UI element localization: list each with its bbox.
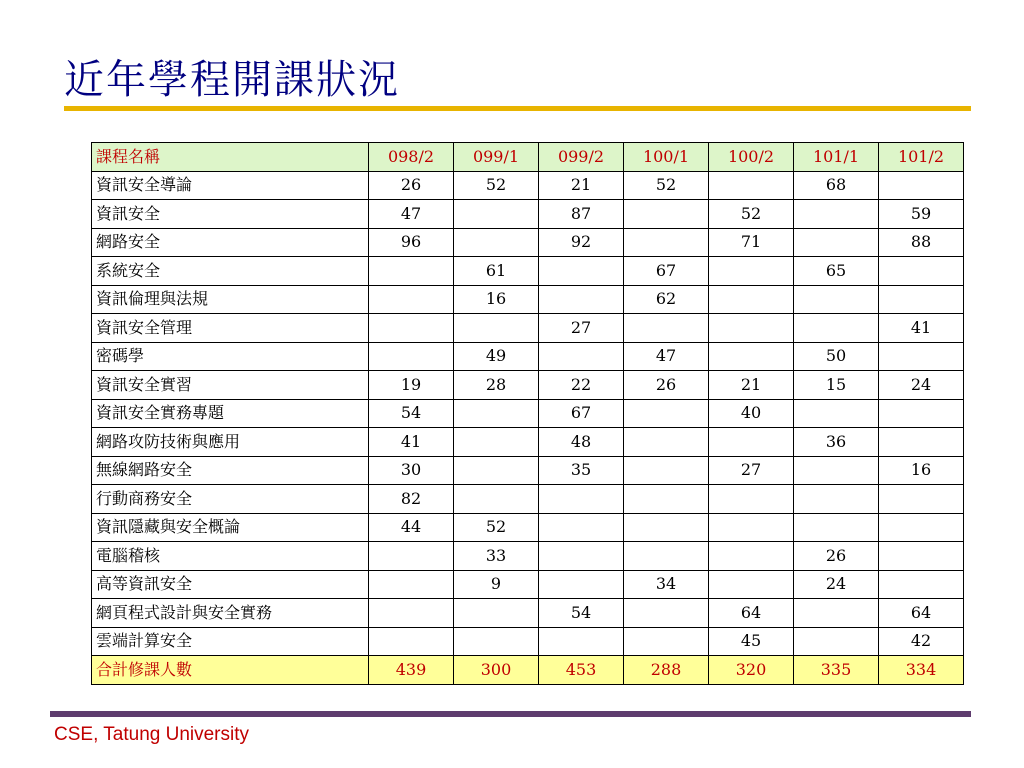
- course-label: 密碼學: [92, 342, 369, 371]
- course-label: 資訊安全管理: [92, 314, 369, 343]
- course-value: [539, 542, 624, 571]
- course-label: 電腦稽核: [92, 542, 369, 571]
- course-value: 92: [539, 228, 624, 257]
- column-header-term: 101/1: [794, 143, 879, 172]
- course-value: [794, 485, 879, 514]
- course-value: 54: [539, 599, 624, 628]
- course-value: [454, 228, 539, 257]
- course-value: [454, 428, 539, 457]
- column-header-term: 100/2: [709, 143, 794, 172]
- course-value: [624, 200, 709, 229]
- course-value: 42: [879, 627, 964, 656]
- course-value: [879, 570, 964, 599]
- course-value: 19: [369, 371, 454, 400]
- course-value: 62: [624, 285, 709, 314]
- table-row: [92, 371, 964, 400]
- course-value: [794, 599, 879, 628]
- course-value: 36: [794, 428, 879, 457]
- course-value: 22: [539, 371, 624, 400]
- table-header-row: [92, 143, 964, 172]
- course-label: 資訊安全實習: [92, 371, 369, 400]
- course-value: [794, 200, 879, 229]
- course-value: 61: [454, 257, 539, 286]
- course-label: 高等資訊安全: [92, 570, 369, 599]
- title-underline: [64, 106, 971, 111]
- course-value: [624, 314, 709, 343]
- course-label: 資訊隱藏與安全概論: [92, 513, 369, 542]
- course-value: 64: [709, 599, 794, 628]
- table-row: [92, 314, 964, 343]
- course-value: 26: [794, 542, 879, 571]
- course-value: 82: [369, 485, 454, 514]
- course-value: 64: [879, 599, 964, 628]
- course-value: [794, 513, 879, 542]
- course-value: [539, 570, 624, 599]
- course-value: [709, 342, 794, 371]
- course-value: [709, 257, 794, 286]
- slide-title: 近年學程開課狀況: [64, 57, 400, 103]
- course-value: [539, 342, 624, 371]
- total-row: [92, 656, 964, 685]
- course-value: [794, 285, 879, 314]
- table-row: [92, 342, 964, 371]
- course-value: 49: [454, 342, 539, 371]
- course-value: [624, 228, 709, 257]
- course-value: [879, 513, 964, 542]
- course-value: 26: [369, 171, 454, 200]
- course-value: [879, 342, 964, 371]
- course-value: [624, 428, 709, 457]
- course-label: 資訊安全: [92, 200, 369, 229]
- course-value: 28: [454, 371, 539, 400]
- course-value: 71: [709, 228, 794, 257]
- course-value: 16: [879, 456, 964, 485]
- total-value: 334: [879, 656, 964, 685]
- course-value: 34: [624, 570, 709, 599]
- course-value: 88: [879, 228, 964, 257]
- course-value: [709, 513, 794, 542]
- course-value: 59: [879, 200, 964, 229]
- footer-text: CSE, Tatung University: [54, 724, 250, 745]
- course-value: [794, 228, 879, 257]
- column-header-term: 098/2: [369, 143, 454, 172]
- course-value: [709, 314, 794, 343]
- course-value: [454, 200, 539, 229]
- course-value: [369, 599, 454, 628]
- course-value: 54: [369, 399, 454, 428]
- course-label: 網頁程式設計與安全實務: [92, 599, 369, 628]
- course-value: 52: [454, 171, 539, 200]
- course-value: [624, 599, 709, 628]
- course-value: [879, 285, 964, 314]
- course-value: 50: [794, 342, 879, 371]
- course-value: [454, 456, 539, 485]
- total-value: 453: [539, 656, 624, 685]
- course-label: 系統安全: [92, 257, 369, 286]
- course-value: 47: [624, 342, 709, 371]
- course-enrollment-table: [91, 142, 964, 685]
- course-value: [539, 257, 624, 286]
- course-value: 26: [624, 371, 709, 400]
- table-row: [92, 285, 964, 314]
- column-header-course-name: 課程名稱: [92, 143, 369, 172]
- course-value: [709, 285, 794, 314]
- table-row: [92, 542, 964, 571]
- course-value: [369, 342, 454, 371]
- course-value: 21: [539, 171, 624, 200]
- course-value: [624, 627, 709, 656]
- course-value: 27: [539, 314, 624, 343]
- course-value: [879, 399, 964, 428]
- course-value: [794, 399, 879, 428]
- course-value: 35: [539, 456, 624, 485]
- course-value: [369, 257, 454, 286]
- course-value: 30: [369, 456, 454, 485]
- course-value: 41: [879, 314, 964, 343]
- course-value: [624, 513, 709, 542]
- course-value: [879, 485, 964, 514]
- course-value: [709, 171, 794, 200]
- course-value: [879, 428, 964, 457]
- course-value: [369, 285, 454, 314]
- course-value: [879, 542, 964, 571]
- course-value: 87: [539, 200, 624, 229]
- table-row: [92, 456, 964, 485]
- course-value: 67: [539, 399, 624, 428]
- table-row: [92, 513, 964, 542]
- course-value: 45: [709, 627, 794, 656]
- course-value: [709, 570, 794, 599]
- course-value: 24: [879, 371, 964, 400]
- course-value: 52: [624, 171, 709, 200]
- course-value: [454, 627, 539, 656]
- table-row: [92, 200, 964, 229]
- course-label: 資訊安全實務專題: [92, 399, 369, 428]
- total-value: 439: [369, 656, 454, 685]
- table-body: [92, 143, 964, 685]
- total-value: 288: [624, 656, 709, 685]
- course-value: [879, 171, 964, 200]
- course-value: 15: [794, 371, 879, 400]
- course-label: 行動商務安全: [92, 485, 369, 514]
- course-value: [794, 314, 879, 343]
- footer-rule: [50, 711, 971, 717]
- course-value: 24: [794, 570, 879, 599]
- course-value: 68: [794, 171, 879, 200]
- table-row: [92, 228, 964, 257]
- course-value: 52: [454, 513, 539, 542]
- course-value: [709, 485, 794, 514]
- course-value: [539, 513, 624, 542]
- column-header-term: 099/1: [454, 143, 539, 172]
- course-value: [794, 627, 879, 656]
- course-value: [624, 542, 709, 571]
- table-row: [92, 171, 964, 200]
- course-value: 52: [709, 200, 794, 229]
- course-value: [454, 314, 539, 343]
- course-value: [539, 285, 624, 314]
- course-value: [369, 570, 454, 599]
- course-value: [539, 627, 624, 656]
- course-value: [539, 485, 624, 514]
- total-label: 合計修課人數: [92, 656, 369, 685]
- course-value: [624, 485, 709, 514]
- course-value: 27: [709, 456, 794, 485]
- course-value: 33: [454, 542, 539, 571]
- course-value: 67: [624, 257, 709, 286]
- course-value: [624, 456, 709, 485]
- course-value: [454, 599, 539, 628]
- total-value: 335: [794, 656, 879, 685]
- course-value: 9: [454, 570, 539, 599]
- course-label: 無線網路安全: [92, 456, 369, 485]
- course-label: 資訊倫理與法規: [92, 285, 369, 314]
- course-value: [369, 314, 454, 343]
- course-value: [879, 257, 964, 286]
- total-value: 300: [454, 656, 539, 685]
- course-value: [369, 627, 454, 656]
- course-label: 網路攻防技術與應用: [92, 428, 369, 457]
- course-value: 47: [369, 200, 454, 229]
- table-row: [92, 257, 964, 286]
- course-label: 雲端計算安全: [92, 627, 369, 656]
- course-value: 21: [709, 371, 794, 400]
- course-value: [794, 456, 879, 485]
- table-row: [92, 485, 964, 514]
- course-value: [709, 542, 794, 571]
- course-value: [709, 428, 794, 457]
- course-label: 資訊安全導論: [92, 171, 369, 200]
- table-row: [92, 570, 964, 599]
- column-header-term: 099/2: [539, 143, 624, 172]
- table-row: [92, 599, 964, 628]
- course-value: 96: [369, 228, 454, 257]
- course-value: 40: [709, 399, 794, 428]
- course-value: 44: [369, 513, 454, 542]
- course-value: 16: [454, 285, 539, 314]
- course-value: [454, 399, 539, 428]
- column-header-term: 100/1: [624, 143, 709, 172]
- course-value: 48: [539, 428, 624, 457]
- course-value: [369, 542, 454, 571]
- table-row: [92, 627, 964, 656]
- course-value: [454, 485, 539, 514]
- course-value: 41: [369, 428, 454, 457]
- table-row: [92, 399, 964, 428]
- column-header-term: 101/2: [879, 143, 964, 172]
- total-value: 320: [709, 656, 794, 685]
- course-value: [624, 399, 709, 428]
- course-value: 65: [794, 257, 879, 286]
- table-row: [92, 428, 964, 457]
- course-label: 網路安全: [92, 228, 369, 257]
